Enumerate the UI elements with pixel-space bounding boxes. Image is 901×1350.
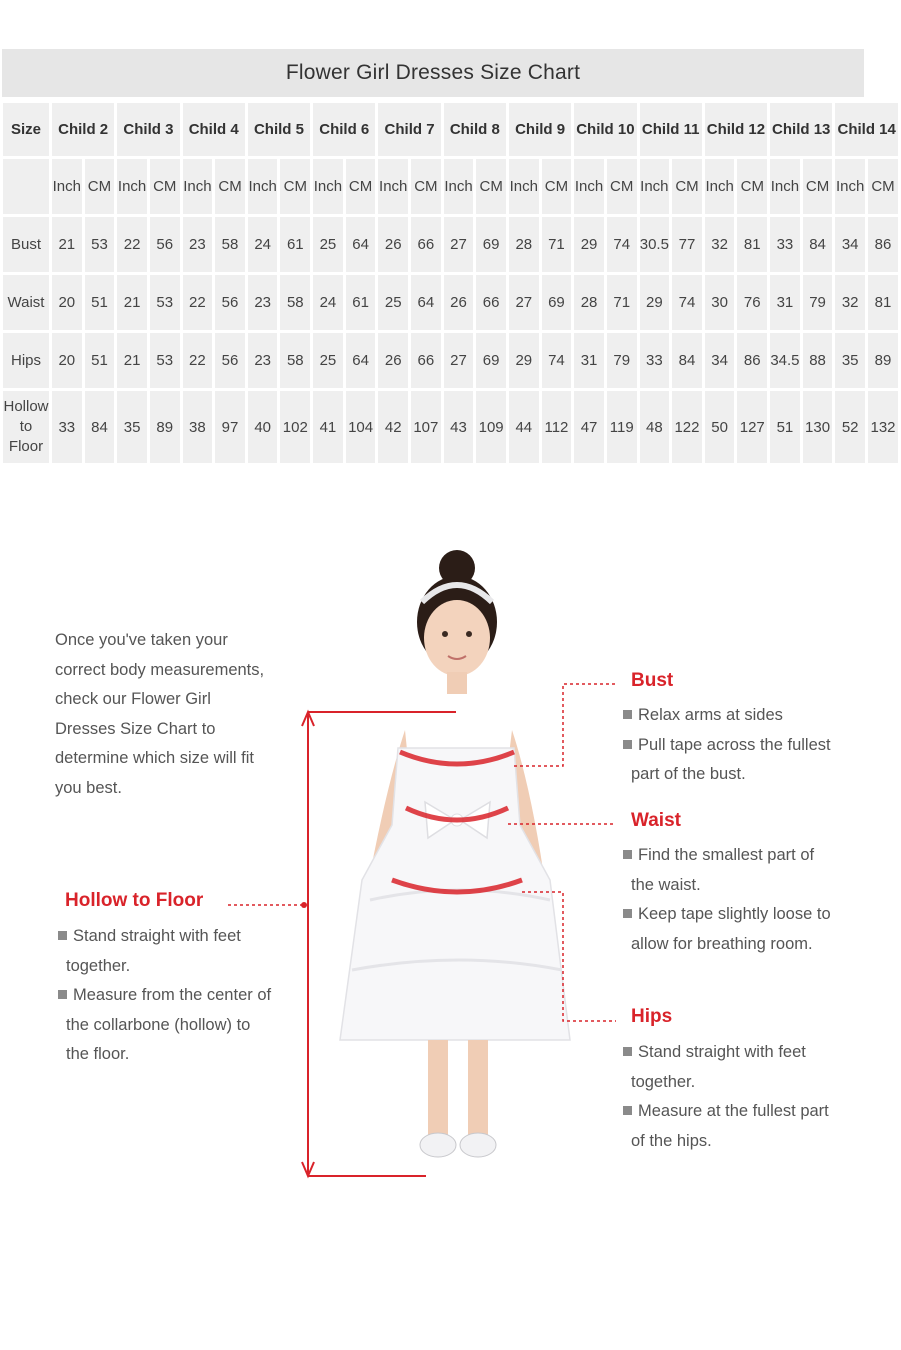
table-cell: 34	[835, 217, 865, 272]
table-cell: 21	[117, 275, 147, 330]
hollow-instruction-line	[58, 1040, 298, 1070]
row-label-line: Hollow	[3, 398, 49, 415]
size-column-header: Child 4	[183, 103, 245, 156]
hollow-instruction-text: the collarbone (hollow) to	[66, 1015, 251, 1034]
hips-instructions	[623, 1038, 863, 1156]
unit-inch: Inch	[509, 159, 539, 214]
hollow-instruction-text: Measure from the center of	[73, 986, 272, 1004]
unit-cm: CM	[868, 159, 898, 214]
hollow-instruction-text: Stand straight with feet	[73, 927, 241, 945]
hollow-to-floor-instructions	[58, 922, 298, 1070]
unit-cm: CM	[411, 159, 441, 214]
intro-line: you best.	[55, 778, 122, 797]
unit-cm: CM	[346, 159, 376, 214]
table-cell: 53	[150, 333, 180, 388]
table-cell: 33	[52, 391, 82, 463]
table-cell: 119	[607, 391, 637, 463]
size-column-header: Child 14	[835, 103, 898, 156]
table-cell: 107	[411, 391, 441, 463]
table-cell: 27	[444, 217, 474, 272]
bust-instruction-line	[623, 760, 863, 790]
size-chart-table	[0, 100, 901, 466]
table-cell: 81	[868, 275, 898, 330]
table-cell: 74	[542, 333, 572, 388]
unit-cm: CM	[280, 159, 310, 214]
table-cell: 21	[52, 217, 82, 272]
table-cell: 56	[150, 217, 180, 272]
waist-instructions	[623, 841, 863, 959]
table-cell: 22	[183, 275, 213, 330]
waist-instruction-text: the waist.	[631, 875, 701, 894]
table-cell: 84	[85, 391, 115, 463]
table-cell: 109	[476, 391, 506, 463]
table-cell: 43	[444, 391, 474, 463]
table-cell: 71	[542, 217, 572, 272]
hollow-instruction-line	[58, 981, 298, 1011]
table-cell: 61	[346, 275, 376, 330]
table-cell: 79	[607, 333, 637, 388]
table-cell: 52	[835, 391, 865, 463]
table-cell: 53	[150, 275, 180, 330]
unit-cm: CM	[476, 159, 506, 214]
table-cell: 23	[248, 275, 278, 330]
hips-instruction-text: together.	[631, 1072, 696, 1091]
unit-inch: Inch	[574, 159, 604, 214]
intro-line: correct body measurements,	[55, 660, 265, 679]
table-cell: 66	[411, 217, 441, 272]
intro-line: check our Flower Girl	[55, 690, 211, 708]
waist-instruction-text: allow for breathing room.	[631, 934, 813, 953]
unit-inch: Inch	[313, 159, 343, 214]
unit-cm: CM	[85, 159, 115, 214]
table-cell: 26	[378, 217, 408, 272]
table-cell: 20	[52, 275, 82, 330]
table-cell: 33	[640, 333, 670, 388]
row-label: Waist	[3, 275, 49, 330]
table-cell: 86	[868, 217, 898, 272]
intro-text	[55, 626, 285, 803]
table-cell: 102	[280, 391, 310, 463]
row-label	[3, 391, 49, 463]
measurement-illustration	[300, 540, 630, 1190]
table-cell: 35	[117, 391, 147, 463]
table-cell: 25	[378, 275, 408, 330]
unit-inch: Inch	[640, 159, 670, 214]
hips-instruction-line	[623, 1068, 863, 1098]
chart-title: Flower Girl Dresses Size Chart	[2, 49, 864, 97]
table-cell: 29	[640, 275, 670, 330]
size-column-header: Child 7	[378, 103, 440, 156]
hips-instruction-text: Measure at the fullest part	[638, 1102, 829, 1120]
table-cell: 58	[215, 217, 245, 272]
unit-inch: Inch	[835, 159, 865, 214]
table-cell: 26	[444, 275, 474, 330]
table-cell: 26	[378, 333, 408, 388]
unit-cm: CM	[607, 159, 637, 214]
row-label-line: to	[19, 418, 33, 435]
table-cell: 23	[248, 333, 278, 388]
table-cell: 51	[85, 275, 115, 330]
bullet-square-icon	[58, 931, 67, 940]
table-cell: 40	[248, 391, 278, 463]
girl-neck	[447, 672, 467, 694]
girl-hair-bun	[439, 550, 475, 586]
left-shoe	[420, 1133, 456, 1157]
unit-inch: Inch	[770, 159, 800, 214]
table-cell: 34	[705, 333, 735, 388]
table-cell: 56	[215, 333, 245, 388]
size-column-header: Child 9	[509, 103, 571, 156]
table-cell: 50	[705, 391, 735, 463]
table-cell: 38	[183, 391, 213, 463]
table-row	[3, 217, 898, 272]
size-column-header: Child 8	[444, 103, 506, 156]
table-cell: 51	[770, 391, 800, 463]
unit-inch: Inch	[52, 159, 82, 214]
table-cell: 22	[183, 333, 213, 388]
table-cell: 28	[574, 275, 604, 330]
table-cell: 21	[117, 333, 147, 388]
hollow-instruction-text: together.	[66, 956, 131, 975]
table-cell: 122	[672, 391, 702, 463]
table-cell: 48	[640, 391, 670, 463]
unit-inch: Inch	[444, 159, 474, 214]
size-column-header: Child 2	[52, 103, 114, 156]
table-cell: 51	[85, 333, 115, 388]
waist-instruction-line	[623, 841, 863, 871]
table-cell: 29	[509, 333, 539, 388]
table-cell: 34.5	[770, 333, 800, 388]
table-cell: 66	[411, 333, 441, 388]
unit-cm: CM	[215, 159, 245, 214]
waist-instruction-line	[623, 871, 863, 901]
size-column-header: Child 10	[574, 103, 636, 156]
table-cell: 32	[705, 217, 735, 272]
bullet-square-icon	[58, 990, 67, 999]
table-row	[3, 391, 898, 463]
hollow-leader-line	[228, 898, 308, 912]
table-cell: 64	[346, 217, 376, 272]
intro-line: determine which size will fit	[55, 749, 254, 767]
hollow-to-floor-title: Hollow to Floor	[65, 890, 204, 911]
unit-inch: Inch	[248, 159, 278, 214]
table-cell: 89	[150, 391, 180, 463]
intro-line: Dresses Size Chart to	[55, 719, 216, 738]
waist-instruction-line	[623, 900, 863, 930]
table-cell: 25	[313, 217, 343, 272]
hollow-instruction-line	[58, 1011, 298, 1041]
table-cell: 69	[542, 275, 572, 330]
table-cell: 76	[737, 275, 767, 330]
table-cell: 58	[280, 333, 310, 388]
row-label: Bust	[3, 217, 49, 272]
table-cell: 79	[803, 275, 833, 330]
bust-title: Bust	[631, 670, 674, 691]
table-cell: 35	[835, 333, 865, 388]
bust-instruction-text: part of the bust.	[631, 765, 746, 783]
table-cell: 69	[476, 333, 506, 388]
table-cell: 74	[607, 217, 637, 272]
table-cell: 77	[672, 217, 702, 272]
unit-row-blank	[3, 159, 49, 214]
row-label: Hips	[3, 333, 49, 388]
table-cell: 42	[378, 391, 408, 463]
unit-cm: CM	[803, 159, 833, 214]
hips-title: Hips	[631, 1006, 673, 1027]
table-cell: 88	[803, 333, 833, 388]
table-cell: 31	[770, 275, 800, 330]
hips-instruction-line	[623, 1097, 863, 1127]
table-cell: 89	[868, 333, 898, 388]
table-cell: 81	[737, 217, 767, 272]
size-column-header: Child 5	[248, 103, 310, 156]
table-cell: 97	[215, 391, 245, 463]
unit-inch: Inch	[378, 159, 408, 214]
hollow-instruction-line	[58, 922, 298, 952]
table-cell: 32	[835, 275, 865, 330]
unit-inch: Inch	[183, 159, 213, 214]
waist-instruction-text: Keep tape slightly loose to	[638, 905, 831, 923]
hips-instruction-text: of the hips.	[631, 1131, 712, 1150]
size-column-header: Child 12	[705, 103, 767, 156]
unit-inch: Inch	[117, 159, 147, 214]
size-column-header: Child 6	[313, 103, 375, 156]
table-cell: 24	[248, 217, 278, 272]
bust-instruction-line	[623, 731, 863, 761]
table-cell: 61	[280, 217, 310, 272]
right-shoe	[460, 1133, 496, 1157]
table-row	[3, 275, 898, 330]
hollow-instruction-text: the floor.	[66, 1045, 130, 1063]
girl-left-leg	[428, 1040, 448, 1135]
bust-instruction-text: Pull tape across the fullest	[638, 735, 831, 754]
waist-instruction-line	[623, 930, 863, 960]
table-cell: 23	[183, 217, 213, 272]
bust-instruction-text: Relax arms at sides	[638, 706, 783, 724]
table-cell: 71	[607, 275, 637, 330]
table-cell: 22	[117, 217, 147, 272]
bust-instructions	[623, 701, 863, 790]
unit-inch: Inch	[705, 159, 735, 214]
unit-cm: CM	[150, 159, 180, 214]
unit-cm: CM	[672, 159, 702, 214]
girl-right-leg	[468, 1040, 488, 1135]
waist-title: Waist	[631, 810, 681, 831]
unit-cm: CM	[542, 159, 572, 214]
table-cell: 58	[280, 275, 310, 330]
table-cell: 41	[313, 391, 343, 463]
table-cell: 27	[444, 333, 474, 388]
table-cell: 104	[346, 391, 376, 463]
table-cell: 27	[509, 275, 539, 330]
table-cell: 25	[313, 333, 343, 388]
table-cell: 69	[476, 217, 506, 272]
table-cell: 64	[346, 333, 376, 388]
table-cell: 31	[574, 333, 604, 388]
hips-instruction-line	[623, 1038, 863, 1068]
table-cell: 84	[803, 217, 833, 272]
waist-instruction-text: Find the smallest part of	[638, 846, 815, 864]
table-cell: 53	[85, 217, 115, 272]
size-column-header: Child 13	[770, 103, 832, 156]
table-cell: 29	[574, 217, 604, 272]
table-cell: 47	[574, 391, 604, 463]
table-cell: 130	[803, 391, 833, 463]
hips-instruction-line	[623, 1127, 863, 1157]
table-cell: 44	[509, 391, 539, 463]
bust-instruction-line	[623, 701, 863, 731]
table-cell: 30	[705, 275, 735, 330]
hollow-instruction-line	[58, 952, 298, 982]
table-cell: 127	[737, 391, 767, 463]
table-cell: 28	[509, 217, 539, 272]
table-cell: 24	[313, 275, 343, 330]
size-column-header: Child 11	[640, 103, 702, 156]
bust-leader-line	[514, 684, 616, 766]
table-cell: 132	[868, 391, 898, 463]
size-header: Size	[3, 103, 49, 156]
table-cell: 20	[52, 333, 82, 388]
table-cell: 56	[215, 275, 245, 330]
table-cell: 64	[411, 275, 441, 330]
row-label-line: Floor	[8, 438, 44, 455]
table-cell: 74	[672, 275, 702, 330]
table-cell: 33	[770, 217, 800, 272]
table-cell: 112	[542, 391, 572, 463]
intro-line: Once you've taken your	[55, 631, 228, 649]
hips-instruction-text: Stand straight with feet	[638, 1043, 806, 1061]
table-cell: 30.5	[640, 217, 670, 272]
unit-cm: CM	[737, 159, 767, 214]
table-cell: 84	[672, 333, 702, 388]
table-cell: 66	[476, 275, 506, 330]
size-column-header: Child 3	[117, 103, 179, 156]
girl-face	[424, 600, 490, 676]
table-row	[3, 333, 898, 388]
table-cell: 86	[737, 333, 767, 388]
